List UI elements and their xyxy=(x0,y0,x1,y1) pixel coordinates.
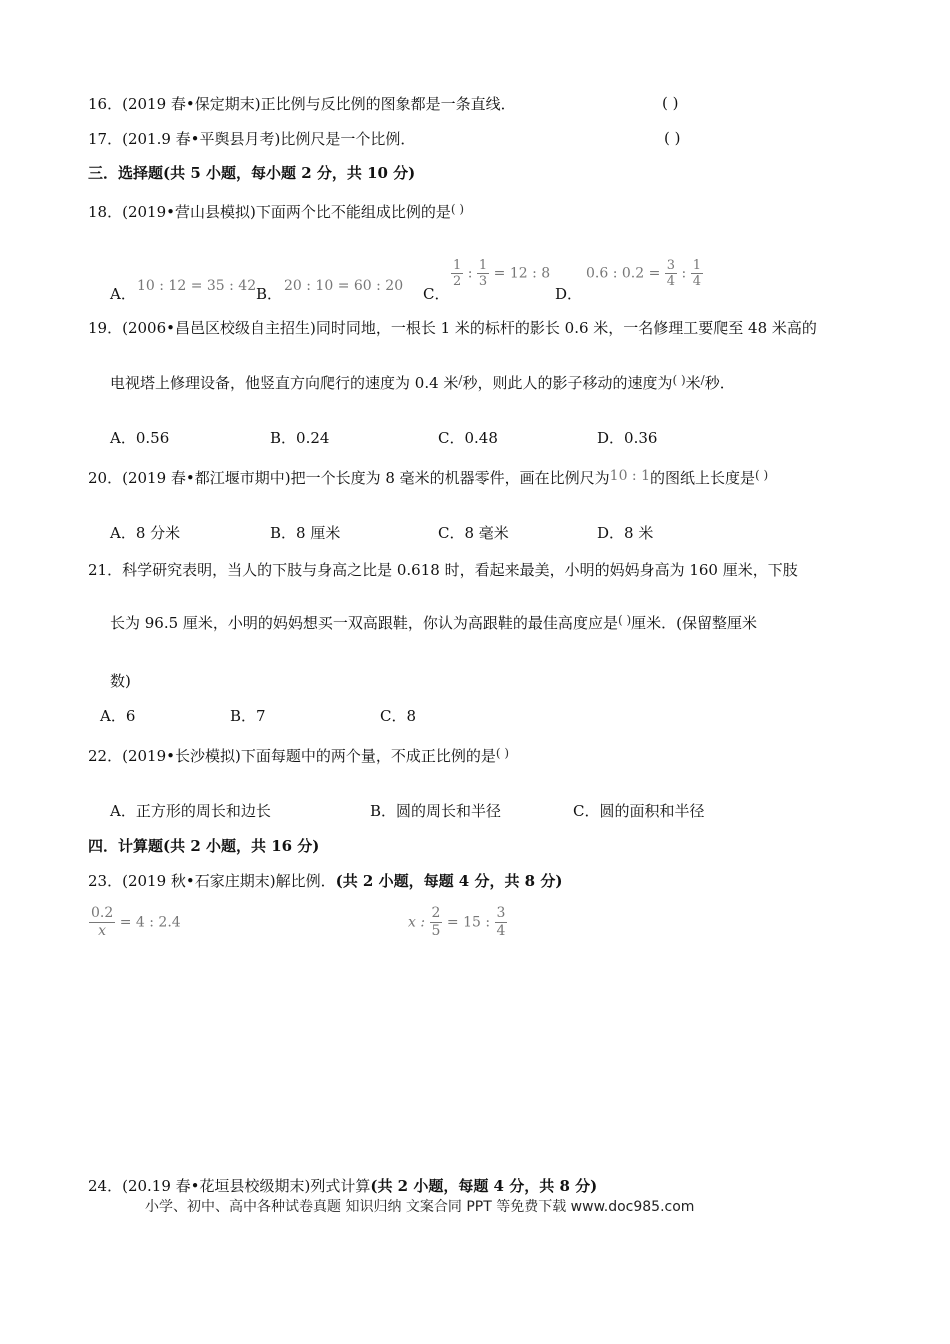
question-21-line-2 xyxy=(110,613,757,634)
question-24 xyxy=(88,1176,597,1196)
q24-scoring: (共 2 小题，每题 4 分，共 8 分) xyxy=(370,1177,598,1195)
option-18-d-label[interactable]: D． xyxy=(555,285,583,303)
q20-scale-ratio: 10 : 1 xyxy=(609,468,651,484)
option-21-a[interactable]: A．6 xyxy=(100,707,136,725)
option-18-c-label[interactable]: C． xyxy=(423,285,450,303)
fraction xyxy=(451,258,463,289)
q19-text-a: 电视塔上修理设备，他竖直方向爬行的速度为 0.4 米 xyxy=(110,374,459,392)
fraction xyxy=(495,905,508,940)
fraction xyxy=(691,258,703,289)
section-3-heading: 三．选择题(共 5 小题，每小题 2 分，共 10 分) xyxy=(88,164,416,182)
option-18-a-label[interactable]: A． xyxy=(110,285,136,303)
question-19-line-1: 19．(2006•昌邑区校级自主招生)同时同地，一根长 1 米的标杆的影长 0.6 米，一名修理工要爬至 48 米高的 xyxy=(88,319,817,337)
option-20-d[interactable]: D．8 米 xyxy=(597,524,654,542)
q19-slash: / xyxy=(458,373,463,387)
question-20 xyxy=(88,468,768,489)
answer-paren-16[interactable]: ( ) xyxy=(662,94,679,112)
q23-scoring: (共 2 小题，每题 4 分，共 8 分) xyxy=(335,872,563,890)
option-19-d[interactable]: D．0.36 xyxy=(597,429,658,447)
option-19-b[interactable]: B．0.24 xyxy=(270,429,330,447)
question-16: 16．(2019 春•保定期末)正比例与反比例的图象都是一条直线． xyxy=(88,95,516,113)
q19-text-c: 米 xyxy=(685,374,701,392)
answer-paren-19[interactable]: ( ) xyxy=(672,373,686,387)
equation-23-2 xyxy=(408,905,507,940)
option-18-d-math: 0.6 : 0.2 = $\frac{3}{4}$ : $\frac{1}{4}$ xyxy=(586,258,701,289)
option-22-a[interactable]: A．正方形的周长和边长 xyxy=(110,802,271,820)
option-18-c-math: $\frac{1}{2}$ : $\frac{1}{3}$ = 12 : 8 xyxy=(453,258,551,289)
page-footer: 小学、初中、高中各种试卷真题 知识归纳 文案合同 PPT 等免费下载 www.doc985.com xyxy=(145,1199,695,1215)
option-20-b[interactable]: B．8 厘米 xyxy=(270,524,341,542)
numerator: 1 xyxy=(453,258,462,273)
answer-paren-20[interactable]: ( ) xyxy=(755,468,769,482)
question-18-text: 18．(2019•营山县模拟)下面两个比不能组成比例的是 xyxy=(88,203,451,221)
question-18 xyxy=(88,202,464,223)
option-20-c[interactable]: C．8 毫米 xyxy=(438,524,509,542)
ratio-lead: 0.6 : 0.2 = xyxy=(586,265,661,282)
q21-text-b: 厘米．(保留整厘米 xyxy=(631,614,757,632)
question-21-line-3: 数) xyxy=(110,672,131,690)
denominator: 2 xyxy=(453,274,462,289)
option-21-c[interactable]: C．8 xyxy=(380,707,417,725)
equation-lead: x : xyxy=(408,914,426,931)
q19-text-d: 秒． xyxy=(704,374,735,392)
q22-text: 22．(2019•长沙模拟)下面每题中的两个量，不成正比例的是 xyxy=(88,747,496,765)
q19-slash: / xyxy=(700,373,705,387)
answer-paren-22[interactable]: ( ) xyxy=(495,746,510,760)
answer-paren-21[interactable]: ( ) xyxy=(617,613,632,627)
numerator: 0.2 xyxy=(91,905,114,921)
ratio-rest: = 12 : 8 xyxy=(493,265,551,282)
question-19-line-2 xyxy=(110,373,735,394)
question-21-line-1: 21．科学研究表明，当人的下肢与身高之比是 0.618 时，看起来最美，小明的妈妈身高为 160 厘米，下肢 xyxy=(88,561,798,579)
denominator: x xyxy=(98,923,107,939)
option-18-a-math: 10 : 12 = 35 : 42 xyxy=(137,278,257,294)
option-21-b[interactable]: B．7 xyxy=(230,707,266,725)
fraction xyxy=(477,258,489,289)
option-18-b-label[interactable]: B． xyxy=(256,285,283,303)
q21-text-a: 长为 96.5 厘米，小明的妈妈想买一双高跟鞋，你认为高跟鞋的最佳高度应是 xyxy=(110,614,618,632)
equation-23-1 xyxy=(89,905,181,940)
q23-text: 23．(2019 秋•石家庄期末)解比例． xyxy=(88,872,336,890)
question-17: 17．(201.9 春•平舆县月考)比例尺是一个比例． xyxy=(88,130,416,148)
q19-text-b: 秒，则此人的影子移动的速度为 xyxy=(462,374,673,392)
denominator: 3 xyxy=(478,274,488,289)
q20-text-a: 20．(2019 春•都江堰市期中)把一个长度为 8 毫米的机器零件，画在比例尺为 xyxy=(88,469,610,487)
numerator: 3 xyxy=(496,905,506,921)
question-22 xyxy=(88,746,509,767)
fraction xyxy=(89,905,115,940)
option-22-b[interactable]: B．圆的周长和半径 xyxy=(370,802,502,820)
denominator: 4 xyxy=(496,923,506,939)
denominator: 4 xyxy=(692,274,701,289)
section-4-heading: 四．计算题(共 2 小题，共 16 分) xyxy=(88,837,320,855)
numerator: 1 xyxy=(692,258,701,273)
numerator: 2 xyxy=(431,905,441,921)
denominator: 5 xyxy=(431,923,441,939)
q24-text: 24．(20.19 春•花垣县校级期末)列式计算 xyxy=(88,1177,371,1195)
question-23 xyxy=(88,871,562,891)
option-19-a[interactable]: A．0.56 xyxy=(110,429,170,447)
option-20-a[interactable]: A．8 分米 xyxy=(110,524,181,542)
denominator: 4 xyxy=(666,274,676,289)
answer-paren-17[interactable]: ( ) xyxy=(664,129,681,147)
equation-mid: = 15 : xyxy=(446,914,491,931)
fraction xyxy=(430,905,443,940)
numerator: 3 xyxy=(666,258,676,273)
fraction xyxy=(665,258,677,289)
numerator: 1 xyxy=(478,258,488,273)
option-19-c[interactable]: C．0.48 xyxy=(438,429,498,447)
q20-text-b: 的图纸上长度是 xyxy=(650,469,756,487)
equation-rest: = 4 : 2.4 xyxy=(119,914,181,931)
option-18-b-math: 20 : 10 = 60 : 20 xyxy=(284,278,404,294)
answer-paren-18[interactable]: ( ) xyxy=(450,202,465,216)
option-22-c[interactable]: C．圆的面积和半径 xyxy=(573,802,705,820)
